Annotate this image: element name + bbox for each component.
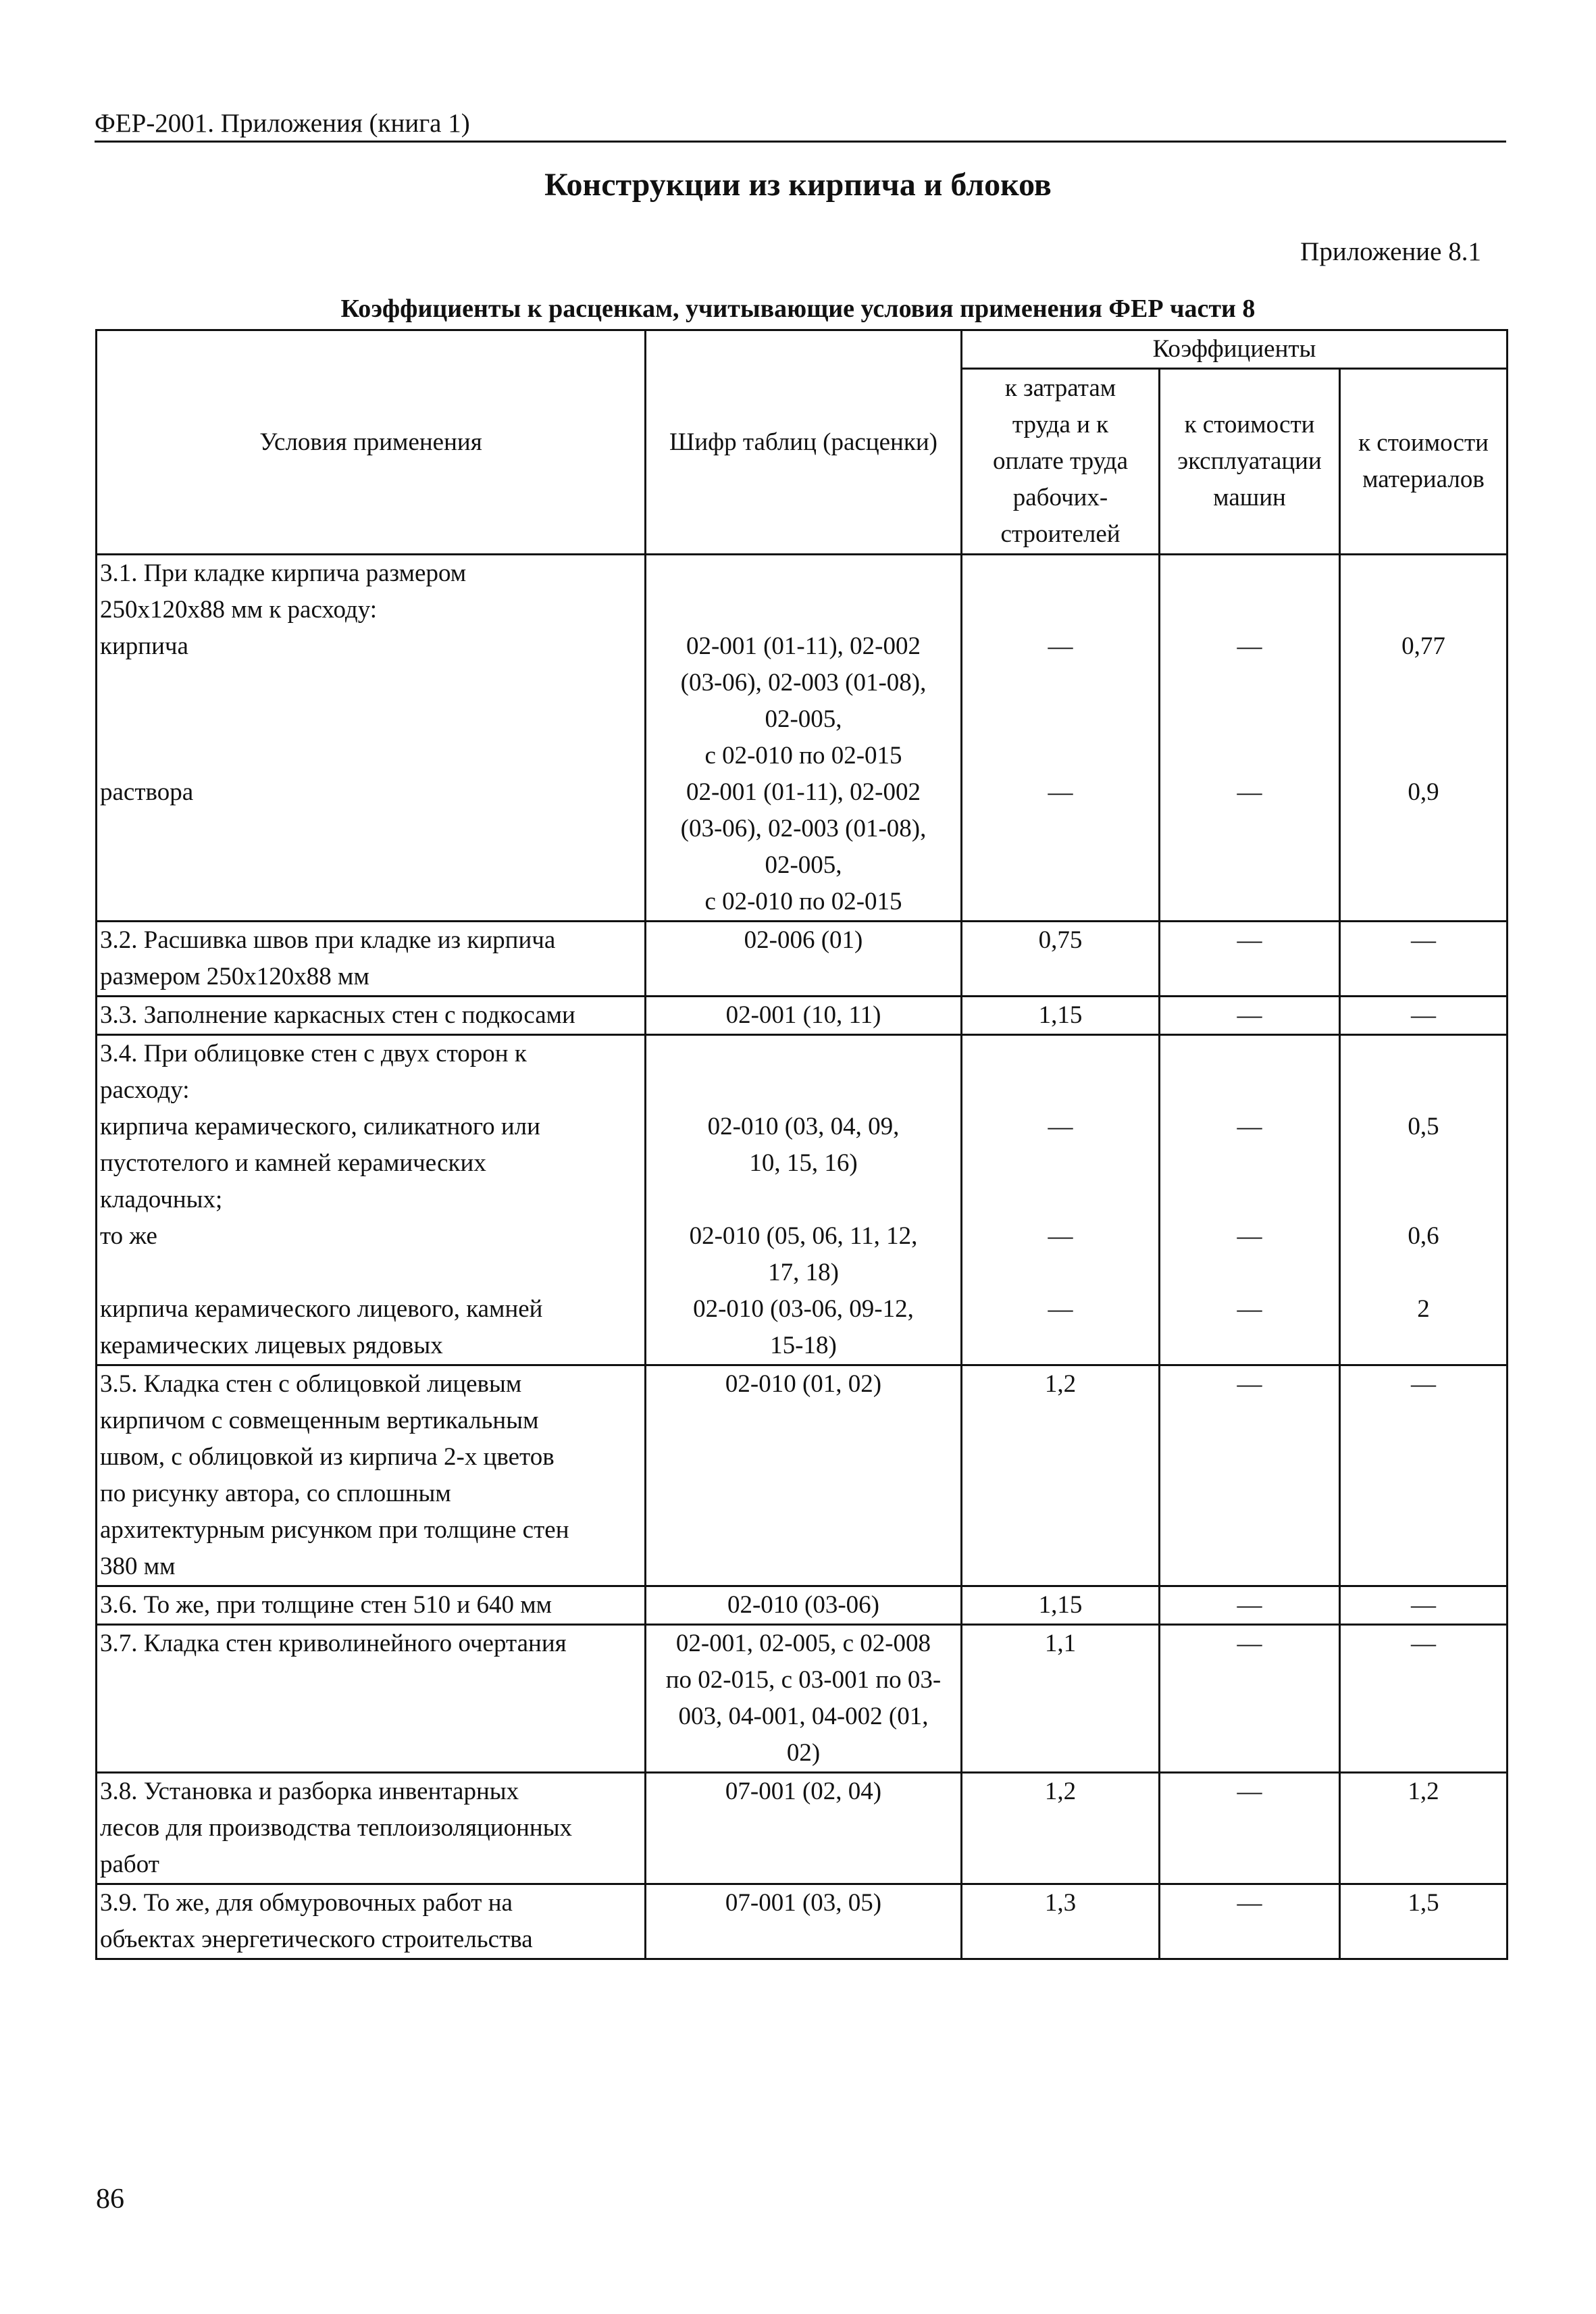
- cell-line: 1,15: [1038, 1591, 1083, 1619]
- header-machines: [1160, 369, 1340, 555]
- cell-line: то же: [100, 1222, 157, 1250]
- cell-line: —: [1048, 1222, 1073, 1250]
- cell-line: [965, 1255, 1156, 1291]
- conditions-cell: [97, 922, 646, 997]
- labor-coef-cell: [962, 555, 1160, 922]
- cell-line: [1343, 701, 1503, 738]
- cell-line: [649, 1072, 958, 1109]
- cell-line: лесов для производства теплоизоляционных: [100, 1814, 573, 1842]
- table-row: [97, 1035, 1508, 1365]
- cell-line: [1163, 1036, 1336, 1072]
- cell-line: 02-010 (05, 06, 11, 12,: [689, 1222, 918, 1250]
- materials-coef-cell: [1340, 997, 1508, 1035]
- materials-coef-cell: [1340, 1586, 1508, 1625]
- cell-line: —: [1048, 778, 1073, 806]
- cell-line: с 02-010 по 02-015: [704, 888, 902, 915]
- table-row: [97, 1586, 1508, 1625]
- machines-coef-cell: [1160, 1586, 1340, 1625]
- materials-coef-cell: [1340, 555, 1508, 922]
- conditions-cell: [97, 997, 646, 1035]
- cell-line: —: [1237, 1630, 1262, 1657]
- cell-line: 02-010 (03-06): [727, 1591, 880, 1619]
- cell-line: [100, 884, 642, 920]
- cell-line: 07-001 (03, 05): [725, 1889, 882, 1917]
- machines-coef-cell: [1160, 1884, 1340, 1959]
- cell-line: 02-006 (01): [744, 926, 863, 954]
- cell-line: 3.6. То же, при толщине стен 510 и 640 мм: [100, 1591, 552, 1619]
- cell-line: [1163, 738, 1336, 774]
- machines-coef-cell: [1160, 1035, 1340, 1365]
- cell-line: [1343, 1182, 1503, 1218]
- cell-line: (03-06), 02-003 (01-08),: [680, 669, 927, 697]
- cell-line: 02-005,: [765, 851, 842, 879]
- conditions-cell: [97, 1365, 646, 1586]
- materials-coef-cell: [1340, 1773, 1508, 1884]
- cell-line: —: [1411, 926, 1436, 954]
- cell-line: кирпича керамического лицевого, камней: [100, 1295, 543, 1323]
- cell-line: [1163, 1145, 1336, 1182]
- cell-line: 1,2: [1044, 1370, 1077, 1398]
- code-cell: [646, 1365, 962, 1586]
- cell-line: швом, с облицовкой из кирпича 2-х цветов: [100, 1443, 555, 1471]
- cell-line: 02-005,: [765, 705, 842, 733]
- cell-line: [1163, 592, 1336, 628]
- cell-line: [965, 665, 1156, 701]
- header-machines-line: эксплуатации: [1177, 447, 1322, 475]
- cell-line: раствора: [100, 778, 194, 806]
- cell-line: [649, 592, 958, 628]
- cell-line: [1163, 701, 1336, 738]
- cell-line: 3.7. Кладка стен криволинейного очертания: [100, 1630, 567, 1657]
- cell-line: 3.1. При кладке кирпича размером: [100, 559, 467, 587]
- cell-line: [965, 1145, 1156, 1182]
- table-body: [97, 555, 1508, 1959]
- cell-line: 3.3. Заполнение каркасных стен с подкосами: [100, 1001, 575, 1029]
- coefficients-table: [95, 329, 1508, 1960]
- cell-line: —: [1237, 1001, 1262, 1029]
- cell-line: [1163, 555, 1336, 592]
- labor-coef-cell: [962, 997, 1160, 1035]
- cell-line: кирпичом с совмещенным вертикальным: [100, 1407, 539, 1434]
- cell-line: кирпича керамического, силикатного или: [100, 1113, 540, 1140]
- cell-line: [649, 555, 958, 592]
- cell-line: —: [1048, 632, 1073, 660]
- header-code: Шифр таблиц (расценки): [646, 330, 962, 555]
- cell-line: —: [1237, 1591, 1262, 1619]
- table-row: [97, 1365, 1508, 1586]
- code-cell: [646, 1625, 962, 1773]
- cell-line: [1163, 665, 1336, 701]
- cell-line: (03-06), 02-003 (01-08),: [680, 815, 927, 842]
- cell-line: [1343, 1145, 1503, 1182]
- appendix-label: Приложение 8.1: [1300, 237, 1481, 266]
- labor-coef-cell: [962, 922, 1160, 997]
- cell-line: —: [1411, 1591, 1436, 1619]
- cell-line: 10, 15, 16): [749, 1149, 858, 1177]
- header-labor-line: оплате труда: [992, 447, 1129, 475]
- cell-line: 250х120х88 мм к расходу:: [100, 596, 378, 624]
- table-row: [97, 997, 1508, 1035]
- cell-line: [1163, 1072, 1336, 1109]
- cell-line: [1343, 1255, 1503, 1291]
- cell-line: 02): [786, 1739, 821, 1767]
- table-row: [97, 1773, 1508, 1884]
- cell-line: 3.5. Кладка стен с облицовкой лицевым: [100, 1370, 522, 1398]
- cell-line: архитектурным рисунком при толщине стен: [100, 1516, 569, 1544]
- cell-line: —: [1237, 1295, 1262, 1323]
- machines-coef-cell: [1160, 1773, 1340, 1884]
- cell-line: 1,2: [1044, 1778, 1077, 1805]
- code-cell: [646, 1586, 962, 1625]
- table-row: [97, 1625, 1508, 1773]
- cell-line: —: [1237, 926, 1262, 954]
- header-labor-line: к затратам: [1004, 374, 1116, 402]
- code-cell: [646, 1884, 962, 1959]
- materials-coef-cell: [1340, 1884, 1508, 1959]
- cell-line: [1343, 738, 1503, 774]
- header-machines-line: к стоимости: [1184, 411, 1315, 438]
- cell-line: [965, 592, 1156, 628]
- table-row: [97, 1884, 1508, 1959]
- cell-line: керамических лицевых рядовых: [100, 1332, 443, 1359]
- conditions-cell: [97, 1035, 646, 1365]
- cell-line: —: [1048, 1113, 1073, 1140]
- cell-line: [100, 1255, 642, 1291]
- machines-coef-cell: [1160, 922, 1340, 997]
- cell-line: [1343, 592, 1503, 628]
- cell-line: [965, 1036, 1156, 1072]
- conditions-cell: [97, 1586, 646, 1625]
- header-rule: [95, 141, 1506, 143]
- cell-line: пустотелого и камней керамических: [100, 1149, 486, 1177]
- header-materials: [1340, 369, 1508, 555]
- page-title: Конструкции из кирпича и блоков: [544, 167, 1052, 203]
- cell-line: [965, 1072, 1156, 1109]
- labor-coef-cell: [962, 1884, 1160, 1959]
- header-coefficients: Коэффициенты: [962, 330, 1508, 369]
- cell-line: 1,3: [1044, 1889, 1077, 1917]
- labor-coef-cell: [962, 1773, 1160, 1884]
- cell-line: 0,6: [1408, 1222, 1439, 1250]
- machines-coef-cell: [1160, 1365, 1340, 1586]
- header-materials-line: к стоимости: [1358, 429, 1489, 457]
- labor-coef-cell: [962, 1035, 1160, 1365]
- header-materials-line: материалов: [1362, 466, 1485, 493]
- labor-coef-cell: [962, 1586, 1160, 1625]
- cell-line: —: [1411, 1630, 1436, 1657]
- cell-line: 15-18): [770, 1332, 837, 1359]
- cell-line: 0,9: [1408, 778, 1439, 806]
- header-labor: [962, 369, 1160, 555]
- code-cell: [646, 1773, 962, 1884]
- cell-line: [100, 701, 642, 738]
- cell-line: [1343, 665, 1503, 701]
- cell-line: [100, 738, 642, 774]
- machines-coef-cell: [1160, 1625, 1340, 1773]
- cell-line: 1,15: [1038, 1001, 1083, 1029]
- machines-coef-cell: [1160, 555, 1340, 922]
- cell-line: размером 250х120х88 мм: [100, 963, 369, 990]
- header-labor-line: труда и к: [1012, 411, 1109, 438]
- cell-line: [1343, 1036, 1503, 1072]
- cell-line: [965, 701, 1156, 738]
- cell-line: —: [1411, 1001, 1436, 1029]
- table-row: [97, 922, 1508, 997]
- cell-line: [1163, 1255, 1336, 1291]
- cell-line: 0,5: [1408, 1113, 1439, 1140]
- cell-line: 02-010 (01, 02): [725, 1370, 882, 1398]
- cell-line: —: [1237, 1370, 1262, 1398]
- cell-line: 02-001 (01-11), 02-002: [686, 778, 921, 806]
- cell-line: [100, 665, 642, 701]
- cell-line: [1163, 1182, 1336, 1218]
- code-cell: [646, 1035, 962, 1365]
- materials-coef-cell: [1340, 1035, 1508, 1365]
- table-row: [97, 555, 1508, 922]
- cell-line: [965, 738, 1156, 774]
- cell-line: [1343, 555, 1503, 592]
- cell-line: 1,2: [1408, 1778, 1439, 1805]
- code-cell: [646, 997, 962, 1035]
- cell-line: 3.8. Установка и разборка инвентарных: [100, 1778, 519, 1805]
- cell-line: —: [1411, 1370, 1436, 1398]
- cell-line: 3.9. То же, для обмуровочных работ на: [100, 1889, 513, 1917]
- cell-line: [100, 811, 642, 847]
- page-number: 86: [96, 2184, 124, 2215]
- cell-line: 380 мм: [100, 1553, 176, 1580]
- cell-line: кладочных;: [100, 1186, 223, 1213]
- cell-line: 02-001 (10, 11): [725, 1001, 881, 1029]
- header-conditions: Условия применения: [97, 330, 646, 555]
- cell-line: по 02-015, с 03-001 по 03-: [665, 1666, 942, 1694]
- cell-line: 2: [1417, 1295, 1430, 1323]
- cell-line: 3.2. Расшивка швов при кладке из кирпича: [100, 926, 556, 954]
- conditions-cell: [97, 555, 646, 922]
- materials-coef-cell: [1340, 1365, 1508, 1586]
- cell-line: 0,75: [1038, 926, 1083, 954]
- cell-line: с 02-010 по 02-015: [704, 742, 902, 770]
- cell-line: 02-010 (03, 04, 09,: [707, 1113, 900, 1140]
- cell-line: [100, 847, 642, 884]
- cell-line: [649, 1036, 958, 1072]
- cell-line: [965, 555, 1156, 592]
- cell-line: 003, 04-001, 04-002 (01,: [678, 1703, 929, 1730]
- materials-coef-cell: [1340, 922, 1508, 997]
- cell-line: 02-001, 02-005, с 02-008: [675, 1630, 931, 1657]
- conditions-cell: [97, 1884, 646, 1959]
- cell-line: —: [1237, 778, 1262, 806]
- cell-line: 07-001 (02, 04): [725, 1778, 882, 1805]
- machines-coef-cell: [1160, 997, 1340, 1035]
- cell-line: расходу:: [100, 1076, 190, 1104]
- cell-line: 02-001 (01-11), 02-002: [686, 632, 921, 660]
- cell-line: [649, 1182, 958, 1218]
- code-cell: [646, 922, 962, 997]
- header-labor-line: рабочих-: [1012, 484, 1108, 511]
- code-cell: [646, 555, 962, 922]
- cell-line: 1,5: [1408, 1889, 1439, 1917]
- cell-line: по рисунку автора, со сплошным: [100, 1480, 451, 1507]
- cell-line: 0,77: [1401, 632, 1445, 660]
- header-labor-line: строителей: [1000, 520, 1121, 548]
- table-caption: Коэффициенты к расценкам, учитывающие условия применения ФЕР части 8: [340, 295, 1256, 323]
- cell-line: —: [1237, 1222, 1262, 1250]
- cell-line: —: [1237, 1889, 1262, 1917]
- conditions-cell: [97, 1773, 646, 1884]
- cell-line: —: [1048, 1295, 1073, 1323]
- cell-line: —: [1237, 632, 1262, 660]
- cell-line: объектах энергетического строительства: [100, 1926, 533, 1953]
- cell-line: работ: [100, 1851, 159, 1878]
- labor-coef-cell: [962, 1625, 1160, 1773]
- cell-line: 1,1: [1044, 1630, 1077, 1657]
- labor-coef-cell: [962, 1365, 1160, 1586]
- cell-line: —: [1237, 1113, 1262, 1140]
- cell-line: 3.4. При облицовке стен с двух сторон к: [100, 1040, 527, 1067]
- cell-line: —: [1237, 1778, 1262, 1805]
- cell-line: [965, 1182, 1156, 1218]
- header-machines-line: машин: [1213, 484, 1286, 511]
- cell-line: [1343, 1072, 1503, 1109]
- cell-line: кирпича: [100, 632, 188, 660]
- conditions-cell: [97, 1625, 646, 1773]
- materials-coef-cell: [1340, 1625, 1508, 1773]
- cell-line: 17, 18): [768, 1259, 839, 1286]
- running-head: ФЕР-2001. Приложения (книга 1): [95, 109, 470, 138]
- cell-line: 02-010 (03-06, 09-12,: [693, 1295, 914, 1323]
